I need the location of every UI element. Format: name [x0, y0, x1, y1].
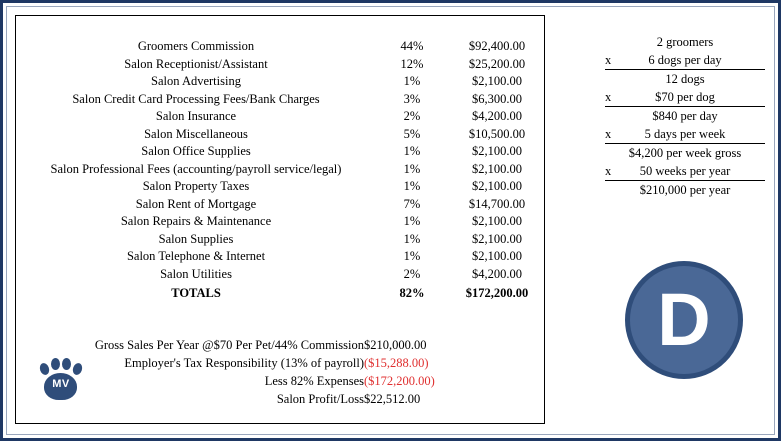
expense-amount: $92,400.00 [468, 39, 526, 53]
summary-value: ($15,288.00) [364, 356, 429, 370]
profit-summary-table [64, 336, 474, 408]
expense-name: Groomers Commission [137, 39, 255, 53]
calc-text: 5 days per week [644, 127, 726, 141]
paw-toe-icon [51, 358, 60, 370]
expense-table [16, 38, 546, 303]
expense-amount: $25,200.00 [468, 56, 526, 71]
calc-text: $210,000 per year [639, 183, 731, 197]
calc-operator: x [605, 53, 612, 67]
paw-toe-icon [38, 362, 50, 376]
table-row [16, 143, 546, 161]
table-row [16, 248, 546, 266]
expense-percent: 1% [403, 231, 421, 246]
table-row [16, 73, 546, 91]
expense-amount: $4,200.00 [472, 266, 522, 281]
expense-amount: $2,100.00 [472, 249, 522, 263]
expense-percent: 1% [403, 161, 421, 176]
paw-toe-icon [71, 362, 83, 376]
expense-name: Salon Rent of Mortgage [135, 196, 257, 211]
paw-toe-icon [62, 358, 71, 370]
list-item [64, 390, 474, 408]
expense-name: Salon Property Taxes [142, 179, 250, 193]
calc-row [605, 181, 765, 199]
summary-value: $22,512.00 [364, 392, 421, 406]
badge-letter: D [657, 278, 711, 361]
calc-text: 12 dogs [665, 72, 705, 86]
totals-label: TOTALS [171, 286, 221, 300]
summary-label: Salon Profit/Loss [276, 392, 364, 406]
expense-percent: 2% [403, 266, 421, 281]
calc-row [605, 51, 765, 70]
expense-percent: 1% [403, 74, 421, 88]
table-row [16, 108, 546, 126]
expense-amount: $4,200.00 [472, 109, 522, 123]
table-row [16, 231, 546, 249]
expense-amount: $2,100.00 [472, 74, 522, 88]
summary-value: ($172,200.00) [364, 374, 435, 388]
summary-label: Gross Sales Per Year @$70 Per Pet/44% Commission [94, 338, 364, 352]
calc-operator: x [605, 127, 612, 141]
table-row [16, 178, 546, 196]
expense-table-body [16, 38, 546, 303]
summary-label: Employer's Tax Responsibility (13% of payroll) [124, 356, 364, 370]
calc-text: $70 per dog [655, 90, 715, 104]
expense-name: Salon Supplies [158, 231, 234, 246]
calc-operator: x [605, 90, 612, 104]
expense-percent: 2% [403, 109, 421, 123]
calc-row [605, 33, 765, 51]
expense-name: Salon Miscellaneous [144, 126, 248, 141]
expense-amount: $2,100.00 [472, 144, 522, 158]
profit-summary-body [64, 336, 474, 408]
table-row [16, 161, 546, 179]
summary-label: Less 82% Expenses [264, 374, 364, 388]
expense-amount: $14,700.00 [468, 196, 526, 211]
revenue-calculation-block [605, 33, 765, 199]
expense-name: Salon Receptionist/Assistant [124, 56, 268, 71]
expense-percent: 1% [403, 179, 421, 193]
calc-row [605, 70, 765, 88]
list-item [64, 336, 474, 354]
expense-percent: 5% [403, 126, 421, 141]
table-row [16, 38, 546, 56]
expense-amount: $2,100.00 [472, 231, 522, 246]
expense-percent: 1% [403, 214, 421, 228]
totals-amount: $172,200.00 [465, 286, 529, 300]
calc-text: 6 dogs per day [648, 53, 722, 67]
summary-value: $210,000.00 [364, 338, 427, 352]
calc-row [605, 88, 765, 107]
expense-amount: $2,100.00 [472, 161, 522, 176]
table-row [16, 196, 546, 214]
table-row [16, 213, 546, 231]
brand-badge [625, 261, 743, 379]
expense-percent: 3% [403, 91, 421, 106]
list-item [64, 372, 474, 390]
expense-name: Salon Telephone & Internet [126, 249, 266, 263]
calc-row [605, 162, 765, 181]
calc-row [605, 107, 765, 125]
paw-print-icon [36, 357, 86, 409]
paw-initials: MV [52, 378, 70, 390]
calc-text: $4,200 per week gross [628, 146, 742, 160]
expense-name: Salon Professional Fees (accounting/payroll service/legal) [50, 161, 342, 176]
table-row [16, 56, 546, 74]
expense-percent: 1% [403, 144, 421, 158]
expense-percent: 12% [400, 56, 424, 71]
expense-name: Salon Advertising [151, 74, 241, 88]
expense-name: Salon Credit Card Processing Fees/Bank Charges [72, 91, 320, 106]
expense-percent: 7% [403, 196, 421, 211]
expense-amount: $2,100.00 [472, 179, 522, 193]
expense-amount: $2,100.00 [472, 214, 522, 228]
expense-name: Salon Repairs & Maintenance [120, 214, 272, 228]
expense-name: Salon Insurance [155, 109, 237, 123]
calc-text: 2 groomers [656, 35, 714, 49]
totals-row [16, 283, 546, 303]
table-row [16, 266, 546, 284]
expense-name: Salon Office Supplies [141, 144, 251, 158]
calc-operator: x [605, 164, 612, 178]
table-row [16, 126, 546, 144]
list-item [64, 354, 474, 372]
expense-percent: 1% [403, 249, 421, 263]
calc-row [605, 144, 765, 162]
expense-amount: $6,300.00 [472, 91, 522, 106]
calc-text: 50 weeks per year [639, 164, 731, 178]
totals-percent: 82% [399, 286, 425, 300]
expense-amount: $10,500.00 [468, 126, 526, 141]
expense-percent: 44% [400, 39, 424, 53]
calc-text: $840 per day [652, 109, 718, 123]
expense-breakdown-box [15, 15, 545, 424]
table-row [16, 91, 546, 109]
calc-row [605, 125, 765, 144]
expense-name: Salon Utilities [160, 266, 232, 281]
